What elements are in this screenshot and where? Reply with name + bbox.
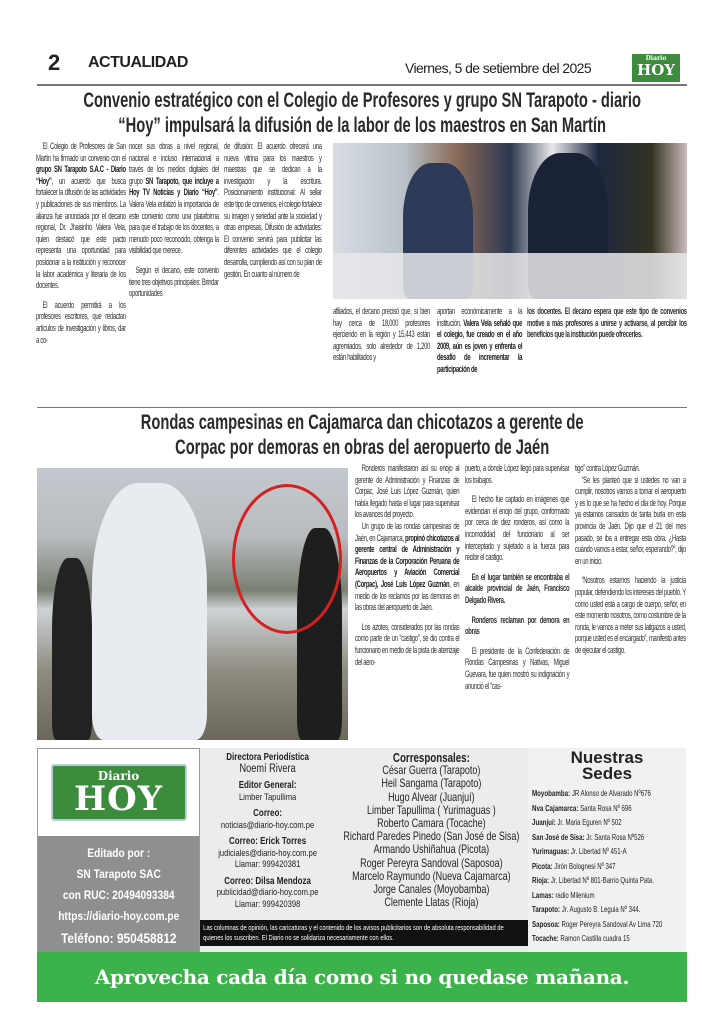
headline-line: “Hoy” impulsará la difusión de la labor de los maestros en San Martín	[118, 114, 606, 137]
news-email[interactable]: noticias@diario-hoy.com.pe	[220, 819, 315, 831]
correspondents-list	[335, 751, 528, 909]
disclaimer: Las columnas de opinión, las caricaturas y el contenido de los avisos publicitarios son de absoluta responsabilidad de quienes los suscriben. El Diario no se solidariza necesariamente con ellos.	[203, 923, 504, 942]
text: nocer sus obras a nivel regional, nacional e incluso internacional a través de los medios digitales del grupo	[129, 141, 219, 186]
bold-text: grupo SN Tarapoto S.A.C - Diario “Hoy”	[36, 164, 126, 186]
sede-city: Yurimaguas:	[532, 846, 570, 856]
sede-city: San José de Sisa:	[532, 831, 585, 842]
section-title: ACTUALIDAD	[88, 54, 188, 71]
mail-title: Correo:	[253, 808, 283, 819]
sede-item	[532, 830, 682, 845]
text: . Valera Vela enfatizó la importancia de este convenio como una plataforma para que el trabajo de los docentes, a menudo poco reconocido, obtenga la visibilidad que merece.	[129, 187, 219, 256]
paragraph: Según el decano, este convenio tiene tres objetivos principales: Brindar oportunidades	[129, 264, 219, 299]
article1-photo	[333, 143, 687, 299]
paragraph: “Nosotros estamos haciendo la justicia popular, defendiendo los intereses del pueblo. Y como usted está a cargo de cuerpo, señor, en este momento nosotros, como costumbre de la ronda, le vamos a meter sus latigazos a usted, porque usted es el encargado”, manifestó antes de ejecutar el castigo.	[575, 575, 686, 655]
bold-text: SN Tarapoto, que incluye a Hoy TV Noticias y Diario “Hoy”	[129, 175, 219, 198]
photo-table	[333, 253, 687, 299]
logo-word-hoy: HOY	[73, 779, 163, 819]
correspondent: Roger Pereyra Sandoval (Saposoa)	[360, 855, 503, 870]
sedes-title: Sedes	[581, 764, 633, 783]
sede-city: Rioja:	[532, 875, 550, 885]
sede-city: Juanjuí:	[532, 817, 556, 827]
correspondent: César Guerra (Tarapoto)	[382, 763, 481, 778]
company-name: SN Tarapoto SAC	[76, 867, 161, 881]
correspondent: Marcelo Raymundo (Nueva Cajamarca)	[352, 868, 511, 883]
correspondent: Jorge Canales (Moyobamba)	[373, 882, 490, 897]
article1-column-4	[333, 306, 430, 364]
sede-address: JR Alonso de Alvarado Nº676	[570, 788, 651, 798]
judicial-title: Correo: Erick Torres	[228, 836, 307, 847]
sede-city: Nva Cajamarca:	[532, 802, 579, 813]
paragraph: “Se les planteó que si ustedes no van a cumplir, nosotros vamos a tomar el aeropuerto y es lo que se ha hecho el día de hoy. Porque ya estamos cansados de tanta burla en esta provincia de Jaén. Dijo que el 21 del mes pasado, se iba a entregar esta obra. ¿Hasta cuándo vamos a estar, señor, esperando?”, dijo en un inicio.	[575, 474, 686, 566]
editor-title: Editor General:	[238, 780, 297, 791]
sede-address: Jr. Libertad Nº 451-A	[569, 846, 627, 856]
ads-phone: Llamar: 999420398	[234, 898, 301, 910]
diario-hoy-logo	[51, 764, 187, 821]
paragraph: los docentes. El decano espera que este tipo de convenios motive a más profesores a unirse y activarse, al percibir los beneficios que la institución puede ofrecerles.	[527, 306, 687, 340]
sede-item	[532, 917, 682, 932]
correspondent: Heil Sangama (Tarapoto)	[381, 776, 482, 791]
issue-date: Viernes, 5 de setiembre del 2025	[405, 60, 592, 76]
text: , en medio de los reclamos por las demoras en las obras del aeropuerto de Jaén.	[355, 578, 460, 613]
article2-headline	[37, 410, 687, 460]
sede-address: Jr. Santa Rosa Nº526	[584, 831, 645, 842]
sede-address: Roger Pereyra Sandoval Av Lima 720	[559, 918, 663, 929]
disclaimer-bar	[200, 920, 528, 946]
article1-column-1	[36, 141, 126, 346]
logo-word-diario: Diario	[645, 55, 667, 62]
text: Un grupo de las rondas campesinas de Jaén, en Cajamarca,	[355, 520, 460, 543]
correspondents-title: Corresponsales:	[392, 750, 470, 765]
sede-address: Jirón Bolognesi Nº 347	[552, 860, 616, 871]
subheading: Ronderos reclaman por demora en obras	[465, 614, 570, 637]
correspondent: Clemente Llatas (Rioja)	[384, 895, 479, 910]
correspondent: Roberto Camara (Tocache)	[377, 816, 486, 831]
bold-text: Valera Vela señaló que el colegio, fue creado en el año 2009, aún es joven y enfrenta el desafío de incrementar la participación de	[437, 317, 523, 374]
sede-city: Saposoa:	[532, 918, 560, 929]
sede-city: Moyobamba:	[532, 788, 571, 798]
website-link[interactable]: https://diario-hoy.com.pe	[58, 909, 180, 923]
editor-name: Limber Tapullima	[238, 791, 297, 803]
judicial-email[interactable]: judiciales@diario-hoy.com.pe	[218, 847, 318, 859]
header-logo	[632, 54, 680, 82]
text: El Colegio de Profesores de San Martín ha firmado un convenio con el	[36, 141, 126, 163]
sede-address: radio Milenium	[553, 889, 595, 900]
judicial-phone: Llamar: 999420381	[234, 859, 301, 870]
sede-item	[532, 801, 682, 816]
sede-city: Picota:	[532, 860, 553, 871]
photo-person	[52, 558, 92, 740]
sede-item	[532, 888, 682, 903]
article1-column-5	[437, 306, 522, 376]
correspondent: Limber Tapullima ( Yurimaguas )	[367, 802, 496, 817]
paragraph: afiliados, el decano precisó que, si bien hay cerca de 18,000 profesores ejerciendo en la región y 15,443 están agremiados, solo alrededor de 1,200 están habilitados y	[333, 306, 431, 363]
sede-item	[532, 859, 682, 874]
sedes-panel	[528, 748, 686, 953]
correspondent: Armando Ushiñahua (Picota)	[373, 842, 490, 857]
edited-by-label: Editado por :	[87, 846, 151, 860]
sede-item	[532, 931, 682, 946]
ads-email[interactable]: publicidad@diario-hoy.com.pe	[216, 887, 319, 898]
article1-column-3	[224, 141, 322, 280]
paragraph: El hecho fue captado en imágenes que evidencian el enojo del grupo, conformado por cerca de diez ronderos, así como la incomodidad del funcionario al ser interceptado y sujetado a la fuerza para recibir el castigo.	[465, 494, 570, 563]
paragraph: El presidente de la Confederación de Rondas Campesinas y Nativas, Miguel Guevara, fue quien mostró su indignación y anunció el “cas-	[465, 645, 570, 691]
correspondent: Hugo Alvear (Juanjuí)	[388, 789, 475, 804]
sede-item	[532, 844, 682, 859]
logo-word-diario: Diario	[97, 769, 140, 783]
text: aportan económicamente a la institución.	[437, 306, 523, 328]
paragraph: de difusión: El acuerdo ofrecerá una nueva vitrina para los maestros y maestras que se dedican a la investigación y la escritura. Posicionamiento institucional: Al sellar este tipo de convenios, el colegio fortalece su imagen y seriedad ante la sociedad y otras empresas. Difusión de actividades: El convenio servirá para publicitar las diferentes actividades que el colegio desarrolla, cumpliendo así con su plan de gestión. En cuanto al número de	[224, 141, 322, 279]
sede-item	[532, 786, 682, 801]
sede-address: Ramon Castilla cuadra 15	[558, 933, 630, 943]
sede-city: Tarapoto:	[532, 904, 561, 914]
article1-column-2	[129, 141, 219, 300]
page-number: 2	[48, 50, 61, 75]
masthead-panel	[37, 748, 200, 953]
article1-headline	[37, 88, 687, 138]
bold-text: propinó chicotazos al gerente central de Administración y Finanzas de la Corporación Peruana de Aeropuertos y Aviación Comercial (Corpac), José Luis López Guzmán	[355, 532, 460, 589]
sede-item	[532, 873, 682, 888]
photo-person	[92, 483, 207, 740]
ruc-number: con RUC: 20494093384	[62, 888, 175, 902]
sede-address: Santa Rosa Nº 696	[578, 802, 632, 813]
paragraph: Los azotes, considerados por las rondas como parte de un “castigo”, se dio contra el funcionario en medio de la pista de aterrizaje del aero-	[355, 621, 460, 667]
paragraph: Ronderos manifestaron así su enojo al gerente de Administración y Finanzas de Corpac, José Luis López Guzmán, quien había llegado hasta el lugar para supervisar los avances del proyecto.	[355, 463, 460, 520]
sedes-list	[532, 786, 682, 946]
phone-number: Teléfono: 950458812	[60, 930, 177, 946]
logo-word-hoy: HOY	[637, 61, 675, 79]
staff-panel	[200, 748, 528, 953]
sede-address: Jr. Libertad Nº 801-Barrio Quinta Pata.	[549, 875, 654, 885]
sede-address: Jr. Maria Eguren Nº 502	[555, 817, 622, 827]
text: , un acuerdo que busca fortalecer la difusión de las actividades y publicaciones de sus miembros. La alianza fue anunciada por el decano regional, Dr. Jhaisinho Valera Vela, quien destacó que este pacto representa una oportunidad para posicionar a la institución y reconocer la labor académica y literaria de los docentes.	[36, 175, 126, 291]
headline-line: Corpac por demoras en obras del aeropuerto de Jaén	[175, 436, 550, 459]
headline-line: Convenio estratégico con el Colegio de Profesores y grupo SN Tarapoto - diario	[83, 89, 641, 112]
article2-column-1	[355, 463, 459, 668]
director-name: Noemí Rivera	[239, 762, 296, 775]
correspondent: Richard Paredes Pinedo (San José de Sisa)	[343, 829, 520, 844]
sede-city: Tocache:	[532, 933, 559, 943]
paragraph: puerto, a donde López llegó para supervisar los trabajos.	[465, 463, 570, 485]
sedes-title: Nuestras	[570, 748, 644, 767]
director-title: Directora Periodística	[226, 752, 309, 763]
header-divider	[37, 84, 687, 86]
paragraph: tigo” contra López Guzmán.	[575, 463, 640, 473]
sede-item	[532, 902, 682, 917]
article1-column-6	[527, 306, 687, 341]
ads-title: Correo: Dilsa Mendoza	[224, 875, 311, 887]
sede-city: Lamas:	[532, 889, 554, 900]
highlight-circle	[232, 484, 342, 634]
sede-address: Jr. Augusto B. Leguia Nº 344.	[560, 904, 641, 914]
slogan-banner: Aprovecha cada día como si no quedase mañana.	[37, 952, 687, 1002]
article2-column-3	[575, 463, 686, 657]
article-divider	[37, 407, 687, 408]
headline-line: Rondas campesinas en Cajamarca dan chicotazos a gerente de	[140, 411, 584, 434]
sede-item	[532, 815, 682, 830]
paragraph: En el lugar también se encontraba el alcalde provincial de Jaén, Francisco Delgado Rivera.	[465, 571, 570, 605]
paragraph: El acuerdo permitirá a los profesores escritores, que redactan artículos de investigación y libros, dar a co-	[36, 299, 126, 345]
article2-column-2	[465, 463, 569, 692]
